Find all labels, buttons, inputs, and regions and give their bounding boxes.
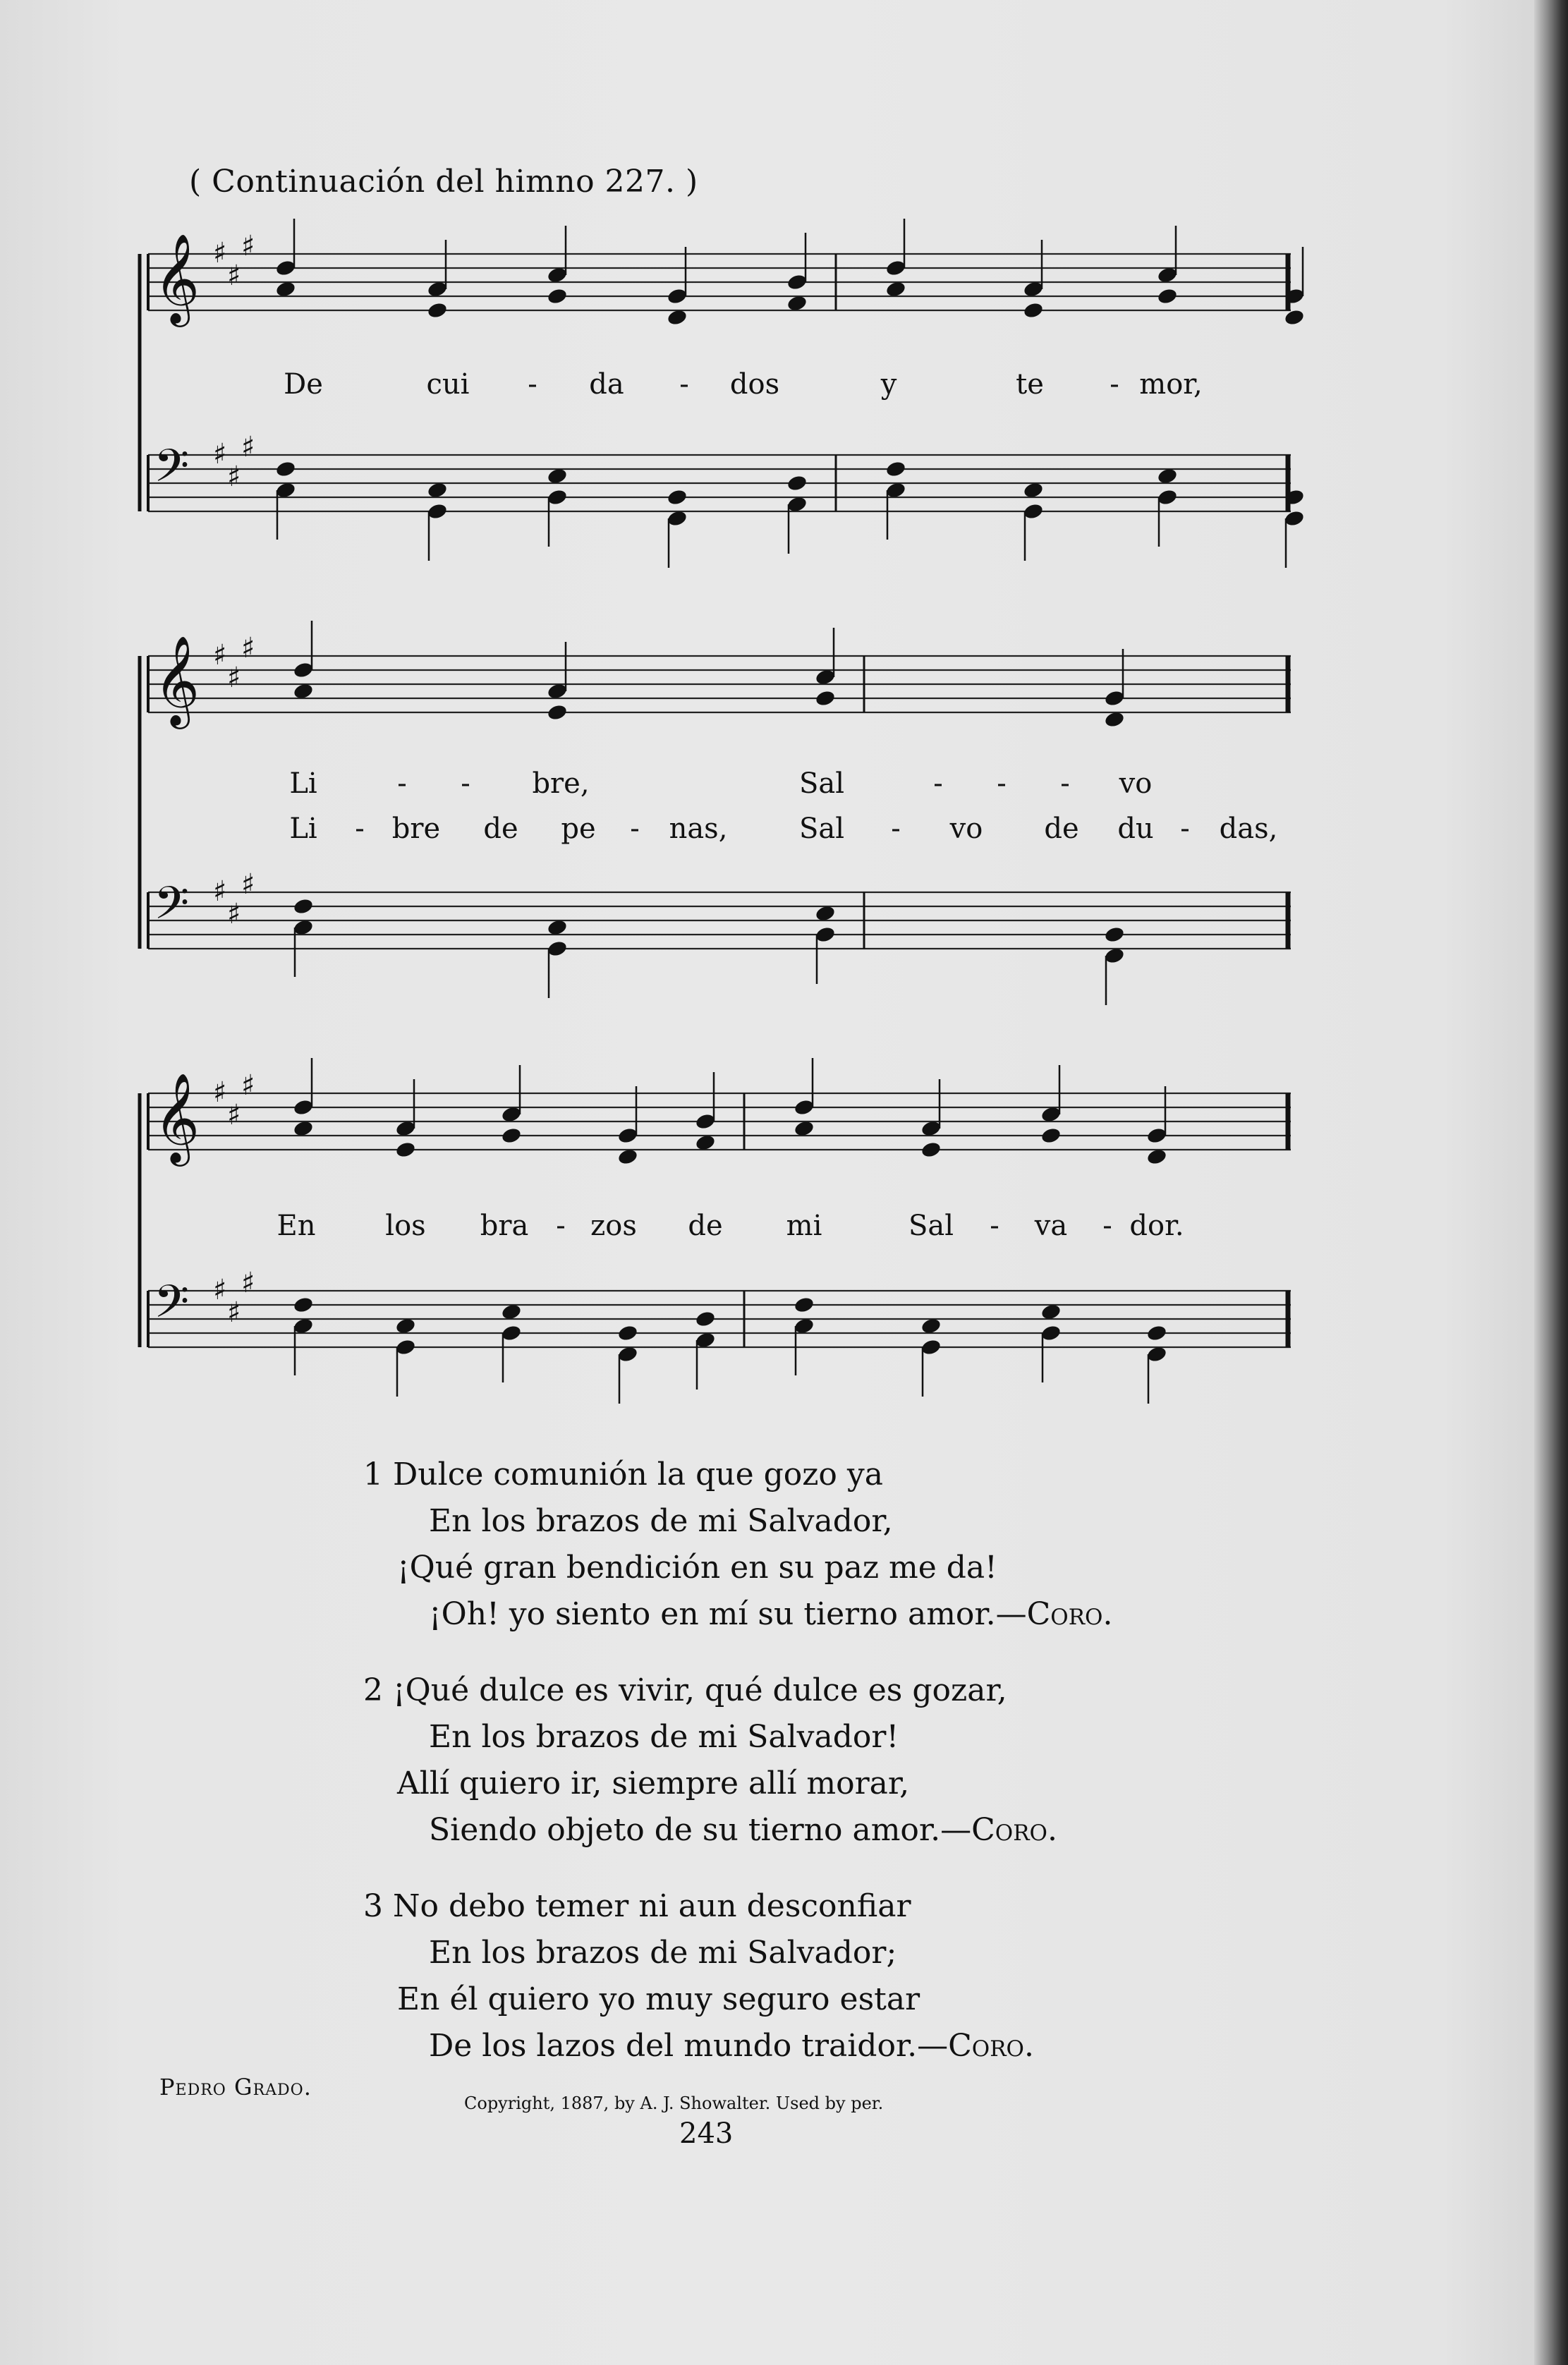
treble-clef-icon: 𝄞 — [154, 635, 200, 725]
notehead — [275, 259, 297, 277]
lyric-syllable: nas, — [669, 813, 728, 845]
verse-number: 1 — [363, 1457, 383, 1492]
lyric-syllable: - — [461, 767, 470, 800]
sharp-icon: ♯ — [227, 260, 241, 292]
sharp-icon: ♯ — [213, 1076, 227, 1109]
continuation-header: ( Continuación del himno 227. ) — [189, 164, 698, 200]
verse-line: En los brazos de mi Salvador, — [429, 1503, 893, 1539]
lyric-syllable: - — [997, 767, 1007, 800]
bass-clef-icon: 𝄢 — [154, 440, 190, 504]
notehead — [786, 273, 808, 291]
notehead — [695, 1310, 717, 1328]
music-system-1 — [127, 219, 1298, 585]
notehead — [293, 1296, 315, 1314]
coro-label: Coro. — [1026, 1596, 1113, 1632]
lyric-syllable: du — [1117, 813, 1154, 845]
verse-2 — [363, 1667, 1112, 1854]
lyric-syllable: - — [397, 767, 407, 800]
coro-label: Coro. — [971, 1812, 1057, 1848]
verse-line: ¡Qué gran bendición en su paz me da! — [397, 1550, 997, 1586]
music-system-3 — [127, 1065, 1298, 1432]
sharp-icon: ♯ — [213, 875, 227, 908]
verse-line: De los lazos del mundo traidor.— — [429, 2028, 949, 2064]
sharp-icon: ♯ — [227, 1296, 241, 1329]
notehead — [695, 1112, 717, 1131]
notehead — [617, 1324, 639, 1342]
coro-label: Coro. — [948, 2028, 1034, 2064]
notehead — [815, 925, 837, 944]
lyric-syllable: y — [880, 368, 897, 401]
music-notation — [127, 628, 1298, 995]
lyric-line — [127, 1210, 1298, 1252]
notehead — [547, 703, 569, 722]
treble-clef-icon: 𝄞 — [154, 1072, 200, 1162]
lyric-syllable: En — [276, 1210, 316, 1242]
lyric-syllable: de — [688, 1210, 723, 1242]
bass-clef-icon: 𝄢 — [154, 1276, 190, 1339]
sharp-icon: ♯ — [213, 1274, 227, 1306]
verse-line: No debo temer ni aun desconfiar — [393, 1888, 911, 1924]
notehead — [1146, 1126, 1168, 1145]
sharp-icon: ♯ — [241, 1069, 255, 1102]
lyric-syllable: - — [1180, 813, 1190, 845]
lyric-syllable: pe — [561, 813, 596, 845]
lyric-syllable: - — [933, 767, 943, 800]
notehead — [1157, 287, 1179, 305]
lyric-syllable: Sal — [908, 1210, 954, 1242]
notehead — [1104, 925, 1126, 944]
notehead — [1040, 1324, 1062, 1342]
verse-line: Allí quiero ir, siempre allí morar, — [397, 1765, 910, 1801]
sharp-icon: ♯ — [227, 662, 241, 694]
lyric-syllable: De — [284, 368, 323, 401]
lyric-syllable: te — [1016, 368, 1044, 401]
page-number: 243 — [679, 2117, 734, 2150]
lyric-syllable: vo — [949, 813, 983, 845]
sharp-icon: ♯ — [213, 438, 227, 470]
notehead — [427, 502, 449, 521]
sharp-icon: ♯ — [213, 639, 227, 671]
notehead — [293, 661, 315, 679]
lyric-syllable: - — [891, 813, 901, 845]
notehead — [395, 1141, 417, 1159]
sharp-icon: ♯ — [241, 1267, 255, 1299]
lyric-line — [127, 767, 1298, 810]
notehead — [920, 1338, 942, 1356]
lyric-syllable: Sal — [798, 767, 845, 800]
lyric-syllable: zos — [590, 1210, 637, 1242]
verse-line: En él quiero yo muy seguro estar — [397, 1981, 920, 2017]
lyric-syllable: - — [679, 368, 689, 401]
bass-clef-icon: 𝄢 — [154, 877, 190, 941]
verse-3 — [363, 1883, 1112, 2069]
verse-line: En los brazos de mi Salvador; — [429, 1935, 897, 1971]
verse-line: En los brazos de mi Salvador! — [429, 1719, 899, 1755]
notehead — [667, 488, 688, 506]
lyric-syllable: - — [528, 368, 537, 401]
notehead — [667, 287, 688, 305]
lyric-syllable: Li — [289, 767, 317, 800]
notehead — [617, 1126, 639, 1145]
hymn-verses — [363, 1452, 1112, 2099]
lyric-syllable: - — [630, 813, 640, 845]
notehead — [1104, 689, 1126, 707]
verse-line: Dulce comunión la que gozo ya — [393, 1457, 883, 1492]
lyric-syllable: de — [1044, 813, 1079, 845]
lyric-syllable: dor. — [1129, 1210, 1184, 1242]
notehead — [1023, 502, 1045, 521]
sharp-icon: ♯ — [227, 461, 241, 493]
sharp-icon: ♯ — [227, 1099, 241, 1131]
notehead — [293, 897, 315, 916]
sharp-icon: ♯ — [241, 431, 255, 463]
sharp-icon: ♯ — [227, 898, 241, 930]
lyric-syllable: - — [1110, 368, 1119, 401]
treble-clef-icon: 𝄞 — [154, 233, 200, 323]
notehead — [1040, 1126, 1062, 1145]
lyric-syllable: dos — [729, 368, 780, 401]
copyright-notice: Copyright, 1887, by A. J. Showalter. Used by per. — [464, 2093, 884, 2113]
sharp-icon: ♯ — [241, 868, 255, 901]
notehead — [794, 1296, 815, 1314]
notehead — [1157, 488, 1179, 506]
verse-1 — [363, 1452, 1112, 1638]
notehead — [427, 301, 449, 320]
author-credit: Pedro Grado. — [159, 2074, 312, 2100]
lyric-syllable: los — [385, 1210, 426, 1242]
sharp-icon: ♯ — [241, 230, 255, 262]
notehead — [501, 1126, 523, 1145]
music-system-2 — [127, 628, 1298, 995]
lyric-syllable: Li — [289, 813, 317, 845]
lyric-syllable: vo — [1119, 767, 1153, 800]
lyric-line — [127, 813, 1298, 855]
notehead — [920, 1141, 942, 1159]
notehead — [815, 689, 837, 707]
lyric-syllable: - — [355, 813, 365, 845]
lyric-syllable: mor, — [1139, 368, 1203, 401]
notehead — [794, 1098, 815, 1117]
notehead — [1023, 301, 1045, 320]
book-spine-shadow — [1534, 0, 1568, 2365]
notehead — [547, 488, 569, 506]
lyric-syllable: Sal — [798, 813, 845, 845]
verse-line: ¡Oh! yo siento en mí su tierno amor.— — [429, 1596, 1027, 1632]
lyric-syllable: mi — [786, 1210, 822, 1242]
lyric-syllable: bra — [480, 1210, 529, 1242]
notehead — [501, 1324, 523, 1342]
notehead — [547, 940, 569, 958]
lyric-syllable: de — [483, 813, 518, 845]
verse-number: 3 — [363, 1888, 383, 1924]
notehead — [293, 1098, 315, 1117]
verse-number: 2 — [363, 1672, 383, 1708]
lyric-syllable: - — [1102, 1210, 1112, 1242]
lyric-syllable: va — [1034, 1210, 1068, 1242]
notehead — [885, 259, 907, 277]
lyric-syllable: das, — [1219, 813, 1278, 845]
lyric-syllable: - — [1060, 767, 1070, 800]
lyric-line — [127, 368, 1298, 411]
notehead — [547, 287, 569, 305]
notehead — [1146, 1324, 1168, 1342]
lyric-syllable: bre — [391, 813, 441, 845]
verse-line: Siendo objeto de su tierno amor.— — [429, 1812, 972, 1848]
notehead — [885, 460, 907, 478]
lyric-syllable: da — [589, 368, 624, 401]
lyric-syllable: cui — [426, 368, 470, 401]
sharp-icon: ♯ — [213, 237, 227, 269]
lyric-syllable: - — [556, 1210, 566, 1242]
sharp-icon: ♯ — [241, 632, 255, 664]
lyric-syllable: - — [990, 1210, 999, 1242]
notehead — [786, 474, 808, 492]
notehead — [275, 460, 297, 478]
verse-line: ¡Qué dulce es vivir, qué dulce es gozar, — [393, 1672, 1007, 1708]
lyric-syllable: bre, — [532, 767, 590, 800]
notehead — [395, 1338, 417, 1356]
